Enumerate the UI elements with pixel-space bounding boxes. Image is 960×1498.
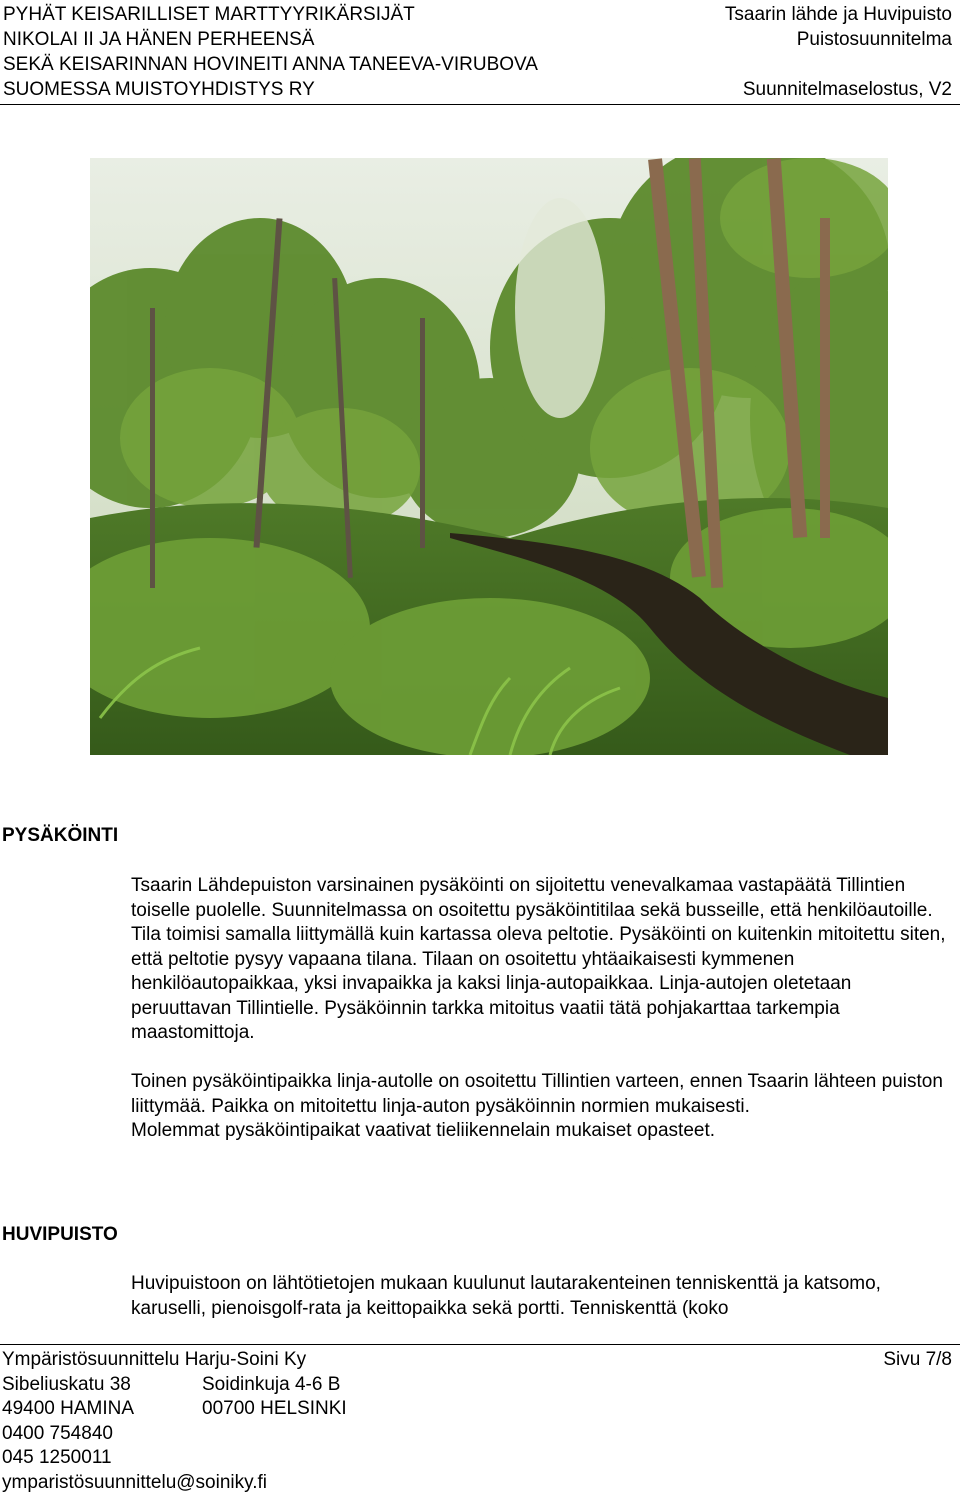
footer-phone-1: 0400 754840 [2,1422,113,1444]
parking-body [131,874,946,1144]
header-org-line-1: PYHÄT KEISARILLISET MARTTYYRIKÄRSIJÄT [3,4,415,25]
footer-address2-street: Soidinkuja 4-6 B [202,1373,341,1395]
header-org-line-4: SUOMESSA MUISTOYHDISTYS RY [3,79,315,100]
forest-stream-illustration [90,158,888,755]
section-heading-amusement-park: HUVIPUISTO [2,1224,118,1245]
parking-paragraph-1: Tsaarin Lähdepuiston varsinainen pysäköinti on sijoitettu venevalkamaa vastapäätä Tillintien toiselle puolelle. Suunnitelmassa on osoitettu pysäköintitilaa sekä busseille, että henkilöautoille. Tila toimisi samalla liittymällä kuin kartassa oleva peltotie. Pysäköinti on kuitenkin mitoitettu siten, että peltotie pysyy vapaana tilana. Tilaan on osoitettu yhtäaikaisesti kymmenen henkilöautopaikkaa, yksi invapaikka ja kaksi linja-autopaikkaa. Linja-autojen oletetaan peruuttavan Tillintielle. Pysäköinnin tarkka mitoitus vaatii tätä pohjakarttaa tarkempia maastomittoja. [131,875,946,1043]
footer-email: ymparistösuunnittelu@soiniky.fi [2,1471,267,1493]
footer-address2-city: 00700 HELSINKI [202,1398,347,1419]
footer-phone-2: 045 1250011 [2,1447,112,1468]
header-document-type: Puistosuunnitelma [796,29,952,50]
footer-address1-city: 49400 HAMINA [2,1398,135,1419]
footer-company: Ympäristösuunnittelu Harju-Soini Ky [2,1349,307,1370]
page-footer [0,1344,960,1498]
header-project-title: Tsaarin lähde ja Huvipuisto [724,4,952,25]
header-document-version: Suunnitelmaselostus, V2 [742,79,952,100]
forest-stream-photo [90,158,888,755]
header-org-line-2: NIKOLAI II JA HÄNEN PERHEENSÄ [3,29,315,50]
header-org-line-3: SEKÄ KEISARINNAN HOVINEITI ANNA TANEEVA-VIRUBOVA [3,54,538,75]
footer-page-number: Sivu 7/8 [883,1349,952,1370]
parking-paragraph-2: Toinen pysäköintipaikka linja-autolle on osoitettu Tillintien varteen, ennen Tsaarin lähteen puiston liittymää. Paikka on mitoitettu linja-auton pysäköinnin normien mukaisesti. [131,1071,943,1117]
footer-address1-street: Sibeliuskatu 38 [2,1373,131,1395]
parking-paragraph-3: Molemmat pysäköintipaikat vaativat tieliikennelain mukaiset opasteet. [131,1120,716,1141]
section-heading-parking: PYSÄKÖINTI [2,825,119,846]
amusement-park-body [131,1272,946,1321]
amusement-park-paragraph-1: Huvipuistoon on lähtötietojen mukaan kuulunut lautarakenteinen tenniskenttä ja katsomo, karuselli, pienoisgolf-rata ja keittopaikka sekä portti. Tenniskenttä (koko [131,1273,881,1319]
page-header [0,0,960,105]
